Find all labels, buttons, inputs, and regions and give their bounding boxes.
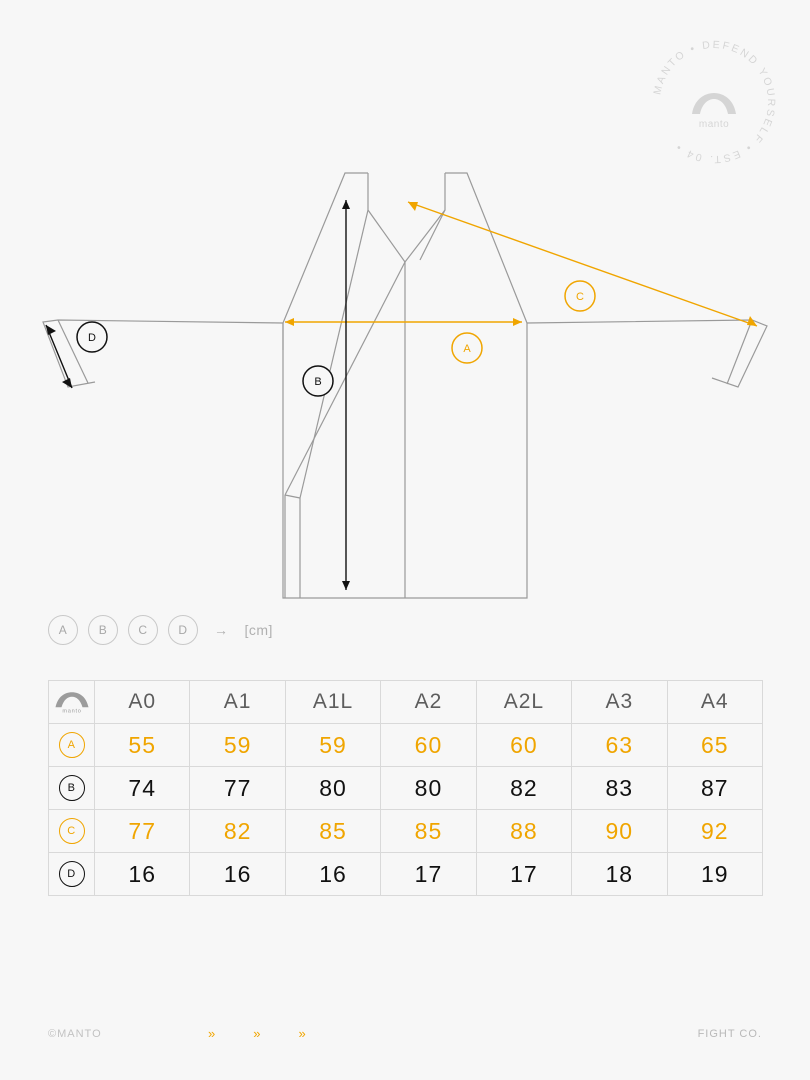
cell-c-a2: [381, 810, 476, 853]
table-header-row: [49, 681, 763, 724]
diagram-marker-B: [303, 366, 333, 396]
cell-c-a1: [190, 810, 285, 853]
table-col-a0: A0: [95, 681, 190, 724]
gi-measurement-diagram: [0, 150, 810, 620]
value: 55: [128, 731, 156, 758]
footer: [48, 1028, 762, 1044]
value: 60: [414, 731, 443, 758]
row-badge-a: A: [59, 732, 85, 758]
value: 18: [605, 860, 634, 887]
table-row: [49, 767, 763, 810]
legend-chip-a: A: [48, 615, 78, 645]
diagram-marker-C: [565, 281, 595, 311]
cell-d-a3: [572, 853, 667, 896]
cell-a-a1l: [285, 724, 380, 767]
value: 16: [128, 860, 156, 887]
value: 90: [605, 817, 634, 844]
svg-text:MANTO • DEFEND YOURSELF • EST.: MANTO • DEFEND YOURSELF • EST. 04 •: [651, 38, 778, 166]
cell-c-a2l: [476, 810, 571, 853]
cell-d-a4: [667, 853, 762, 896]
value: 82: [223, 817, 252, 844]
table-row: [49, 724, 763, 767]
cell-c-a0: [95, 810, 190, 853]
value: 74: [128, 774, 156, 801]
value: 85: [414, 817, 443, 844]
row-badge-b-cell: [49, 767, 95, 810]
diagram-marker-D: [77, 322, 107, 352]
value: 82: [510, 774, 538, 801]
table-col-a4: A4: [667, 681, 762, 724]
cell-a-a2l: [476, 724, 571, 767]
cell-b-a0: [95, 767, 190, 810]
cell-b-a2l: [476, 767, 571, 810]
svg-text:C: C: [576, 291, 584, 303]
table-logo-cell: [49, 681, 95, 724]
cell-c-a3: [572, 810, 667, 853]
cell-a-a3: [572, 724, 667, 767]
measure-line-B: [342, 200, 350, 590]
cell-b-a2: [381, 767, 476, 810]
chevron-right-icon: »: [298, 1026, 306, 1041]
measure-line-D: [46, 325, 72, 388]
value: 63: [605, 731, 634, 758]
value: 59: [319, 731, 347, 758]
row-badge-a-cell: [49, 724, 95, 767]
value: 83: [605, 774, 634, 801]
table-col-a1l: A1L: [285, 681, 380, 724]
legend-chip-d: D: [168, 615, 198, 645]
cell-b-a3: [572, 767, 667, 810]
cell-d-a2l: [476, 853, 571, 896]
chevron-right-icon: »: [208, 1026, 216, 1041]
cell-b-a4: [667, 767, 762, 810]
table-row: [49, 853, 763, 896]
footer-brand: FIGHT CO.: [697, 1028, 762, 1040]
svg-text:D: D: [88, 332, 96, 344]
value: 88: [510, 817, 538, 844]
cell-d-a1l: [285, 853, 380, 896]
cell-a-a2: [381, 724, 476, 767]
svg-text:A: A: [463, 343, 471, 355]
value: 19: [700, 860, 729, 887]
value: 80: [414, 774, 443, 801]
legend-unit: [cm]: [244, 622, 273, 638]
row-badge-c-cell: [49, 810, 95, 853]
diagram-marker-A: [452, 333, 482, 363]
value: 92: [700, 817, 729, 844]
legend-chip-c: C: [128, 615, 158, 645]
measure-line-A: [285, 318, 522, 326]
value: 59: [223, 731, 252, 758]
table-col-a1: A1: [190, 681, 285, 724]
cell-a-a1: [190, 724, 285, 767]
cell-b-a1: [190, 767, 285, 810]
cell-c-a4: [667, 810, 762, 853]
value: 16: [223, 860, 252, 887]
cell-d-a0: [95, 853, 190, 896]
row-badge-b: B: [59, 775, 85, 801]
svg-text:manto: manto: [61, 708, 82, 714]
svg-text:manto: manto: [698, 119, 730, 130]
legend: [48, 615, 273, 645]
manto-logo-icon: [54, 690, 90, 714]
row-badge-c: C: [59, 818, 85, 844]
table-col-a3: A3: [572, 681, 667, 724]
cell-c-a1l: [285, 810, 380, 853]
legend-arrow-icon: →: [214, 622, 229, 638]
row-badge-d: D: [59, 861, 85, 887]
footer-copyright: ©MANTO: [48, 1028, 102, 1040]
value: 80: [319, 774, 347, 801]
legend-chip-b: B: [88, 615, 118, 645]
value: 77: [128, 817, 156, 844]
value: 85: [319, 817, 347, 844]
cell-b-a1l: [285, 767, 380, 810]
chevron-right-icon: »: [253, 1026, 261, 1041]
value: 87: [700, 774, 729, 801]
value: 16: [319, 860, 347, 887]
value: 65: [700, 731, 729, 758]
cell-d-a2: [381, 853, 476, 896]
row-badge-d-cell: [49, 853, 95, 896]
table-col-a2: A2: [381, 681, 476, 724]
svg-text:B: B: [314, 376, 322, 388]
value: 17: [414, 860, 443, 887]
value: 77: [223, 774, 252, 801]
value: 17: [510, 860, 538, 887]
cell-d-a1: [190, 853, 285, 896]
value: 60: [510, 731, 538, 758]
cell-a-a0: [95, 724, 190, 767]
cell-a-a4: [667, 724, 762, 767]
table-col-a2l: A2L: [476, 681, 571, 724]
table-row: [49, 810, 763, 853]
size-table: [48, 680, 763, 896]
footer-chevrons: [208, 1026, 306, 1041]
